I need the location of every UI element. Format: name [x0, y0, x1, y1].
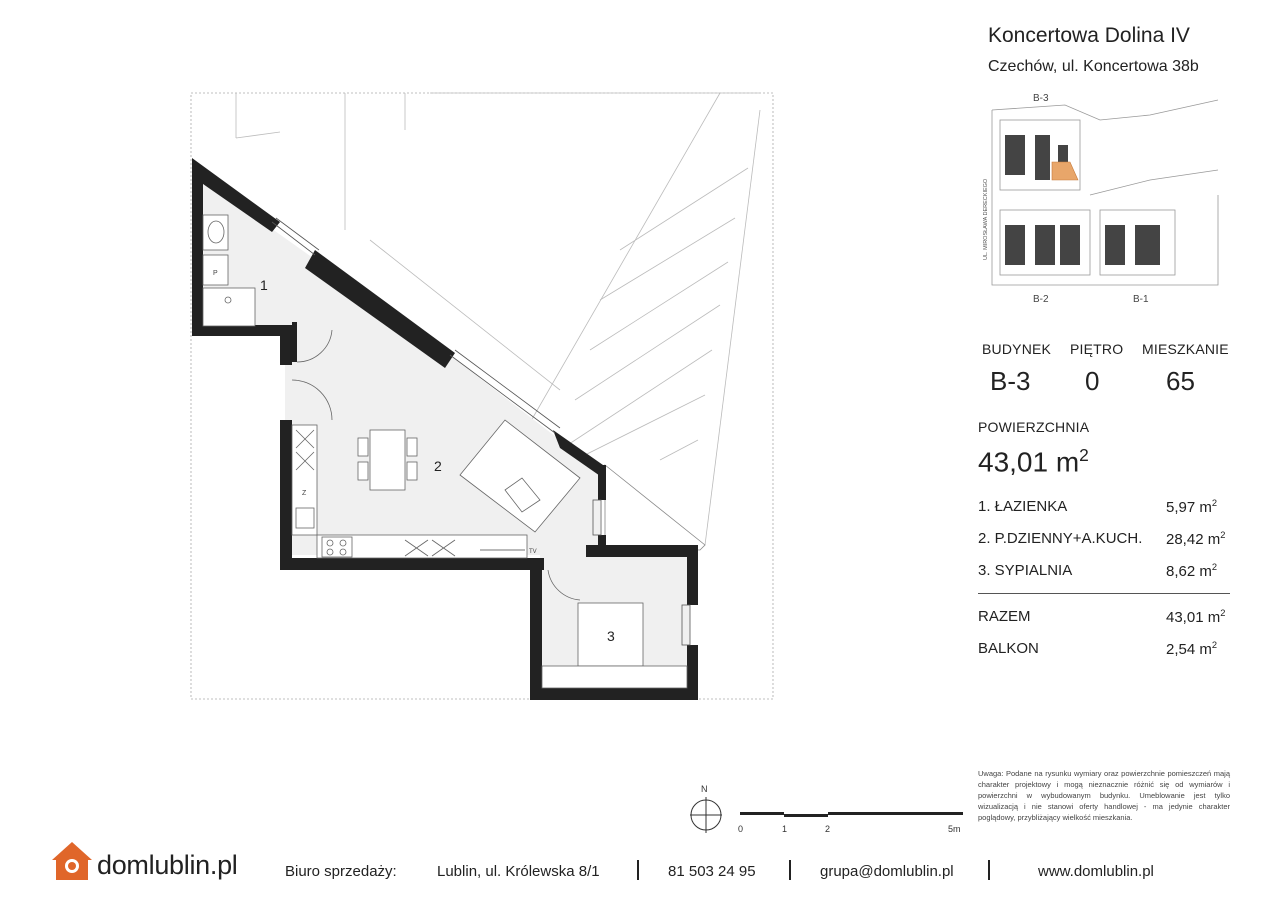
floor-value: 0: [1085, 366, 1100, 396]
total-area: 43,01 $m^2$: [1166, 608, 1226, 626]
fridge-label: Z: [302, 490, 307, 497]
room-area-1: 5,97 $m^2$: [1166, 498, 1218, 516]
balcony-area: 2,54 $m^2$: [1166, 640, 1218, 658]
tv-label: TV: [529, 549, 537, 555]
building-label: BUDYNEK: [982, 341, 1052, 357]
office-address: Lublin, ul. Królewska 8/1: [437, 863, 600, 880]
divider: [978, 593, 1230, 594]
project-address: Czechów, ul. Koncertowa 38b: [988, 58, 1199, 75]
scale-tick-5m: 5m: [948, 824, 961, 834]
room-name-3: 3. SYPIALNIA: [978, 562, 1073, 579]
keyplan-label-b2: B-2: [1033, 294, 1049, 305]
room-name-1: 1. ŁAZIENKA: [978, 498, 1068, 515]
building-value: B-3: [990, 366, 1031, 396]
room-number-3: 3: [607, 628, 615, 644]
total-name: RAZEM: [978, 608, 1031, 625]
area-label: POWIERZCHNIA: [978, 419, 1090, 435]
area-value: 43,01 $m^2$: [978, 445, 1089, 478]
logo-text: domlublin.pl: [97, 850, 238, 880]
apartment-label: MIESZKANIE: [1142, 341, 1229, 357]
balcony-name: BALKON: [978, 640, 1039, 657]
compass-scale: [680, 780, 970, 840]
keyplan-street-label: UL. MIROSŁAWA DERECKIEGO: [983, 178, 989, 260]
footer-separator: [637, 860, 639, 880]
apartment-value: 65: [1166, 366, 1195, 396]
office-label: Biuro sprzedaży:: [285, 863, 397, 880]
disclaimer-note: Uwaga: Podane na rysunku wymiary oraz powierzchnie pomieszczeń mają charakter projektowy i mogą nieznacznie różnić się od wymiarów i powierzchni w wybudowanym budynku. Umeblowanie jest tylko wizualizacją i nie stanowi oferty handlowej - ma jedynie charakter poglądowy, przybliżający wielkość mieszkania.: [978, 769, 1230, 822]
scale-tick-2: 2: [825, 824, 831, 834]
site-keyplan: [976, 88, 1226, 306]
keyplan-label-b3: B-3: [1033, 93, 1049, 104]
footer-separator: [789, 860, 791, 880]
floor-label: PIĘTRO: [1070, 341, 1124, 357]
room-number-1: 1: [260, 277, 268, 293]
email-link[interactable]: grupa@domlublin.pl: [820, 863, 954, 880]
scale-tick-1: 1: [782, 824, 788, 834]
room-area-2: 28,42 $m^2$: [1166, 530, 1226, 548]
room-number-2: 2: [434, 458, 442, 474]
website-link[interactable]: www.domlublin.pl: [1038, 863, 1154, 880]
highlighted-apartment: [1052, 162, 1078, 180]
floor-plan: [180, 85, 780, 710]
keyplan-label-b1: B-1: [1133, 294, 1149, 305]
room-area-3: 8,62 $m^2$: [1166, 562, 1218, 580]
footer-separator: [988, 860, 990, 880]
washer-label: P: [213, 270, 218, 277]
room-name-2: 2. P.DZIENNY+A.KUCH.: [978, 530, 1143, 547]
project-title: Koncertowa Dolina IV: [988, 24, 1190, 47]
logo-house-icon: [50, 840, 96, 882]
north-label: N: [701, 784, 708, 794]
phone-number[interactable]: 81 503 24 95: [668, 863, 756, 880]
scale-tick-0: 0: [738, 824, 744, 834]
